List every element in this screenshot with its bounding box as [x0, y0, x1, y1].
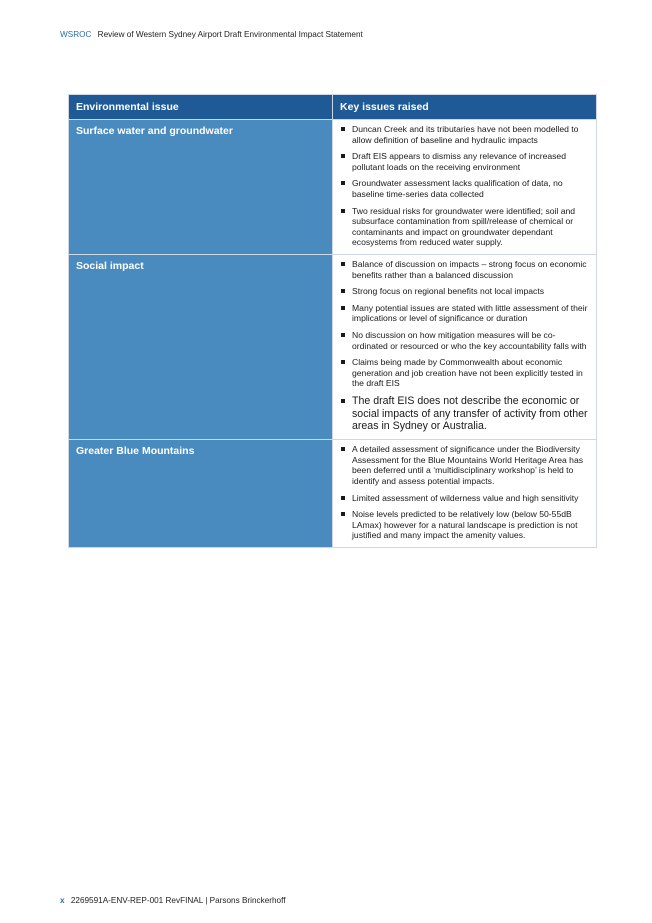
- list-item: [340, 395, 588, 433]
- bullet-icon: [341, 289, 345, 293]
- list-item: [340, 444, 588, 486]
- points-cell: [333, 254, 597, 439]
- bullet-icon: [341, 209, 345, 213]
- bullet-icon: [341, 181, 345, 185]
- point-text: Draft EIS appears to dismiss any relevance of increased pollutant loads on the receiving environment: [352, 151, 566, 172]
- point-text: Many potential issues are stated with little assessment of their implications or level of significance or duration: [352, 302, 588, 324]
- bullet-icon: [341, 262, 345, 266]
- list-item: [340, 151, 588, 172]
- table-row: [69, 440, 597, 548]
- points-list: [340, 124, 588, 248]
- column-header-environmental-issue: Environmental issue: [69, 95, 333, 120]
- point-text: No discussion on how mitigation measures will be co-ordinated or resourced or who the key accountability falls with: [352, 329, 587, 351]
- point-text: Noise levels predicted to be relatively low (below 50-55dB LAmax) however for a natural landscape is prediction is not justified and many impact the amenity values.: [352, 509, 578, 541]
- header-org: WSROC: [60, 30, 92, 39]
- running-header: [60, 30, 363, 39]
- list-item: [340, 303, 588, 324]
- list-item: [340, 509, 588, 541]
- bullet-icon: [341, 360, 345, 364]
- issue-cell-greater-blue-mountains: Greater Blue Mountains: [69, 440, 333, 548]
- list-item: [340, 259, 588, 280]
- table-header-row: [69, 95, 597, 120]
- page-footer: [60, 896, 286, 905]
- list-item: [340, 357, 588, 389]
- bullet-icon: [341, 512, 345, 516]
- point-text: Claims being made by Commonwealth about economic generation and job creation have not been explicitly tested in the draft EIS: [352, 357, 583, 389]
- points-cell: [333, 120, 597, 255]
- column-header-key-issues: Key issues raised: [333, 95, 597, 120]
- list-item: [340, 330, 588, 351]
- point-text: The draft EIS does not describe the economic or social impacts of any transfer of activity from other areas in Sydney or Australia.: [352, 394, 588, 433]
- points-list: [340, 444, 588, 541]
- bullet-icon: [341, 333, 345, 337]
- list-item: [340, 178, 588, 199]
- point-text: A detailed assessment of significance under the Biodiversity Assessment for the Blue Mountains World Heritage Area has been deferred until a ‘multidisciplinary workshop’ is held to identify and assess potential impacts.: [352, 444, 584, 487]
- list-item: [340, 493, 588, 504]
- bullet-icon: [341, 496, 345, 500]
- point-text: Duncan Creek and its tributaries have not been modelled to allow definition of baseline and hydraulic impacts: [352, 124, 579, 145]
- points-cell: [333, 440, 597, 548]
- point-text: Two residual risks for groundwater were identified; soil and subsurface contamination from spill/release of chemical or contaminants and impact on groundwater dependant ecosystems from reduced water supply.: [352, 205, 576, 248]
- table-row: [69, 120, 597, 255]
- issue-cell-social-impact: Social impact: [69, 254, 333, 439]
- list-item: [340, 124, 588, 145]
- point-text: Strong focus on regional benefits not local impacts: [352, 286, 545, 297]
- bullet-icon: [341, 399, 345, 403]
- issues-table: [68, 94, 597, 548]
- list-item: [340, 206, 588, 248]
- bullet-icon: [341, 306, 345, 310]
- header-title: Review of Western Sydney Airport Draft Environmental Impact Statement: [97, 30, 363, 39]
- bullet-icon: [341, 447, 345, 451]
- table-row: [69, 254, 597, 439]
- list-item: [340, 286, 588, 297]
- page-number: x: [60, 896, 65, 905]
- bullet-icon: [341, 127, 345, 131]
- point-text: Limited assessment of wilderness value and high sensitivity: [352, 492, 579, 503]
- point-text: Balance of discussion on impacts – strong focus on economic benefits rather than a balanced discussion: [352, 258, 587, 280]
- footer-text: 2269591A-ENV-REP-001 RevFINAL | Parsons Brinckerhoff: [70, 896, 286, 905]
- issue-cell-surface-water: Surface water and groundwater: [69, 120, 333, 255]
- points-list: [340, 259, 588, 433]
- bullet-icon: [341, 154, 345, 158]
- point-text: Groundwater assessment lacks qualification of data, no baseline time-series data collected: [352, 178, 563, 199]
